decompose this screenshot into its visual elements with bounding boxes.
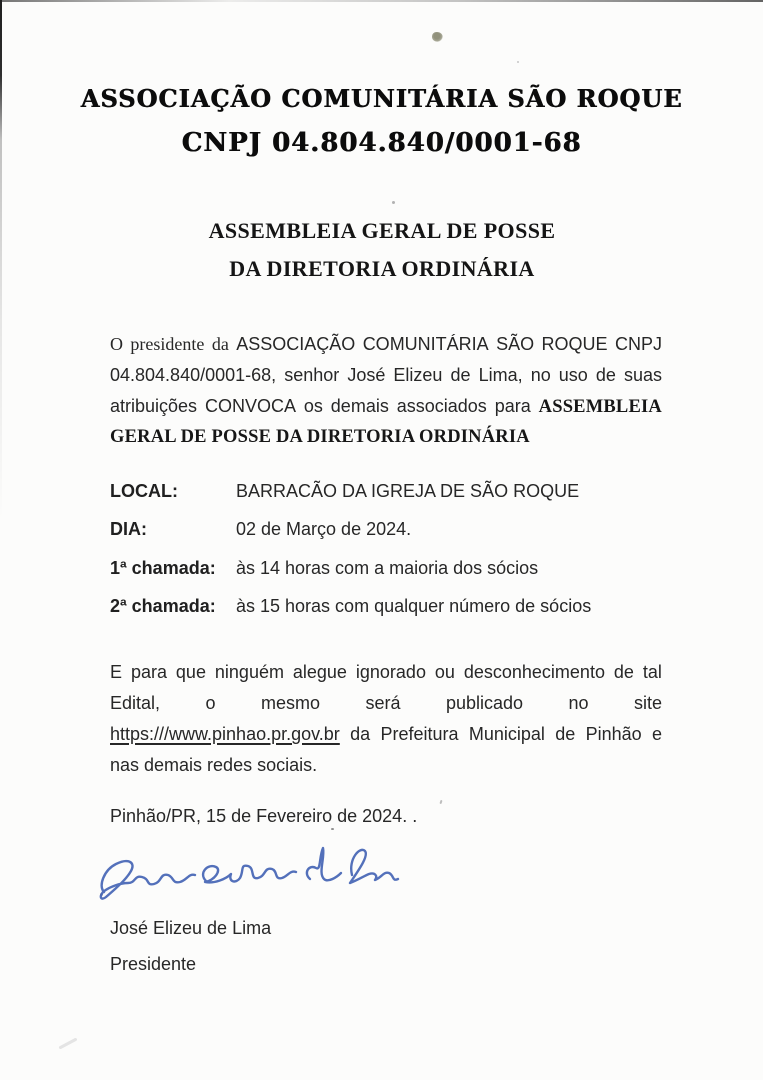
- word: Pinhão: [585, 724, 642, 744]
- word: de: [595, 365, 616, 385]
- intro-line4: GERAL DE POSSE DA DIRETORIA ORDINÁRIA: [110, 427, 530, 447]
- publication-line3: [110, 724, 662, 750]
- detail-value-dia: 02 de Março de 2024.: [236, 519, 412, 539]
- word: ASSEMBLEIA: [538, 397, 662, 417]
- word: tal: [642, 662, 662, 682]
- scan-dot: [439, 800, 442, 804]
- word: suas: [623, 365, 662, 385]
- word: da: [211, 334, 229, 354]
- word: Edital,: [110, 693, 161, 713]
- word: da: [350, 724, 371, 744]
- word: José: [347, 365, 386, 385]
- word: Municipal: [468, 724, 545, 744]
- word: CONVOCA: [204, 396, 296, 416]
- word: ou: [434, 662, 455, 682]
- document-title-line2: DA DIRETORIA ORDINÁRIA: [229, 256, 535, 281]
- detail-value-local: BARRACÃO DA IGREJA DE SÃO ROQUE: [236, 481, 580, 501]
- document-title-line1: ASSEMBLEIA GERAL DE POSSE: [208, 218, 556, 243]
- publication-line2: [110, 693, 662, 719]
- word: COMUNITÁRIA: [362, 334, 489, 354]
- scan-dot: [331, 828, 334, 830]
- scan-speck: [432, 32, 443, 42]
- scan-edge-left: [0, 0, 2, 520]
- word: senhor: [284, 365, 340, 385]
- detail-value-primeira-chamada: às 14 horas com a maioria dos sócios: [236, 558, 539, 578]
- word: de: [555, 724, 576, 744]
- scan-edge-top: [0, 0, 763, 2]
- word: atribuições: [110, 396, 198, 416]
- word: alegue: [292, 662, 347, 682]
- publication-line1: [110, 662, 662, 688]
- word: associados: [396, 396, 487, 416]
- word: para: [130, 662, 167, 682]
- word: 04.804.840/0001-68,: [110, 365, 277, 385]
- detail-label-dia: DIA:: [110, 519, 147, 539]
- word: uso: [558, 365, 588, 385]
- word: publicado: [445, 693, 524, 713]
- word: Elizeu: [393, 365, 443, 385]
- word: será: [365, 693, 401, 713]
- word: e: [651, 724, 662, 744]
- detail-label-segunda-chamada: 2ª chamada:: [110, 596, 216, 616]
- word: ASSOCIAÇÃO: [236, 334, 356, 354]
- scan-dot: [517, 61, 519, 63]
- word: de: [613, 662, 634, 682]
- word: de: [450, 365, 471, 385]
- detail-label-local: LOCAL:: [110, 481, 178, 501]
- publication-line4: nas demais redes sociais.: [110, 755, 318, 775]
- date-line: Pinhão/PR, 15 de Fevereiro de 2024. .: [110, 806, 418, 826]
- word: site: [633, 693, 662, 713]
- intro-line1: [110, 334, 662, 360]
- signatory-name: José Elizeu de Lima: [110, 918, 272, 938]
- word: Lima,: [478, 365, 523, 385]
- word: os: [303, 396, 323, 416]
- site-link[interactable]: https:///www.pinhao.pr.gov.br: [110, 724, 340, 744]
- word: E: [110, 662, 123, 682]
- word: ignorado: [355, 662, 426, 682]
- word: demais: [330, 396, 389, 416]
- signatory-role: Presidente: [110, 954, 197, 974]
- word: no: [530, 365, 551, 385]
- organization-cnpj: CNPJ 04.804.840/0001-68: [181, 128, 582, 158]
- word: para: [494, 396, 531, 416]
- organization-name: ASSOCIAÇÃO COMUNITÁRIA SÃO ROQUE: [80, 84, 683, 113]
- word: ROQUE: [541, 334, 608, 354]
- handwritten-signature: [90, 840, 402, 912]
- word: mesmo: [260, 693, 320, 713]
- detail-value-segunda-chamada: às 15 horas com qualquer número de sócios: [236, 596, 592, 616]
- intro-line2: [110, 365, 662, 391]
- word: SÃO: [496, 334, 535, 354]
- word: presidente: [130, 334, 205, 354]
- detail-label-primeira-chamada: 1ª chamada:: [110, 558, 216, 578]
- word: Prefeitura: [380, 724, 459, 744]
- word: no: [568, 693, 589, 713]
- word: O: [110, 334, 123, 354]
- word: o: [205, 693, 216, 713]
- word: que: [175, 662, 206, 682]
- word: desconhecimento: [463, 662, 605, 682]
- intro-line3: [110, 396, 662, 422]
- scan-dot: [392, 201, 395, 204]
- word: ninguém: [214, 662, 284, 682]
- scan-smudge: [58, 1037, 77, 1049]
- word: CNPJ: [614, 334, 662, 354]
